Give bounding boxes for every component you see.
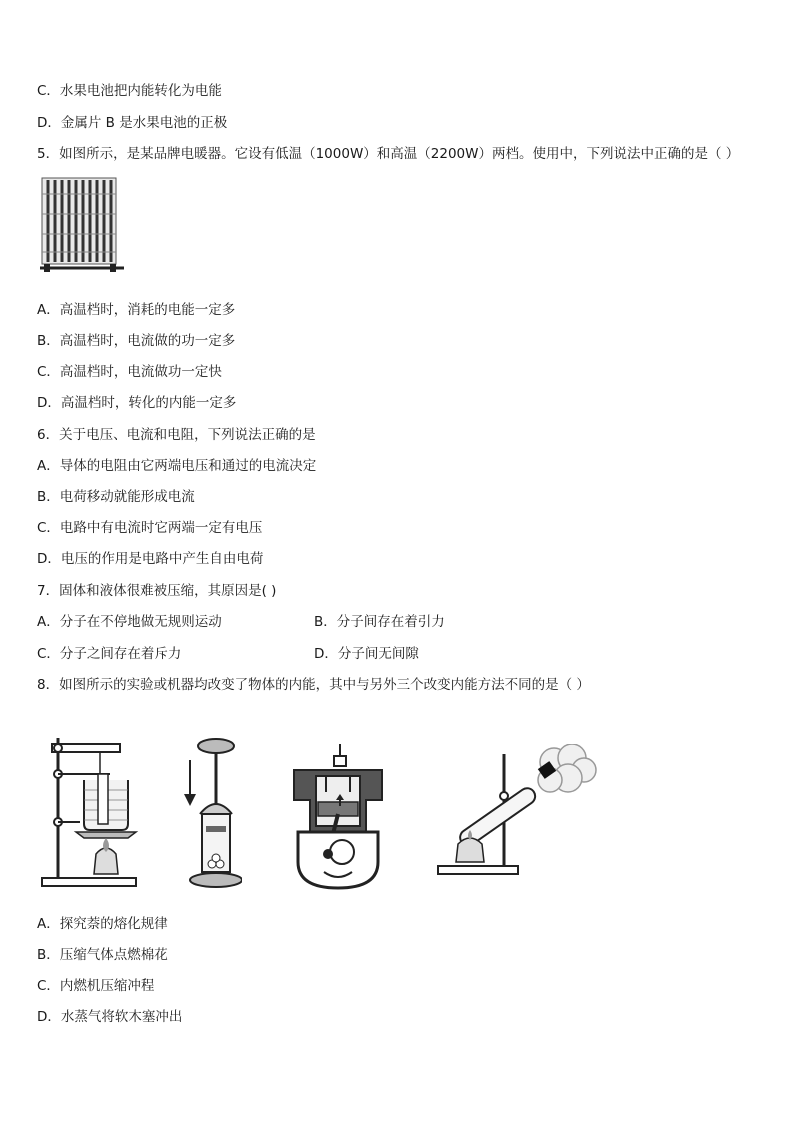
steam-cork-figure [434, 744, 598, 880]
q8-option-a: A．探究萘的熔化规律 [37, 916, 168, 932]
q5-option-d: D．高温档时，转化的内能一定多 [37, 395, 237, 411]
q7-stem: 7．固体和液体很难被压缩，其原因是( ) [37, 583, 277, 599]
q5-option-a: A．高温档时，消耗的电能一定多 [37, 302, 236, 318]
q7-option-a: A．分子在不停地做无规则运动 [37, 614, 222, 630]
q6-option-a: A．导体的电阻由它两端电压和通过的电流决定 [37, 458, 317, 474]
q6-option-b: B．电荷移动就能形成电流 [37, 489, 195, 505]
q7-option-c: C．分子之间存在着斥力 [37, 646, 182, 662]
q4-option-d: D．金属片 B 是水果电池的正极 [37, 115, 228, 131]
q7-option-b: B．分子间存在着引力 [314, 614, 445, 630]
q6-stem: 6．关于电压、电流和电阻，下列说法正确的是 [37, 427, 316, 443]
electric-heater-figure [40, 174, 126, 278]
air-compression-cotton-figure [176, 734, 242, 890]
q7-option-d: D．分子间无间隙 [314, 646, 419, 662]
q8-stem: 8．如图所示的实验或机器均改变了物体的内能，其中与另外三个改变内能方法不同的是（ ） [37, 677, 590, 693]
engine-compression-stroke-figure [290, 742, 386, 890]
q8-option-b: B．压缩气体点燃棉花 [37, 947, 168, 963]
q8-option-c: C．内燃机压缩冲程 [37, 978, 155, 994]
q5-option-c: C．高温档时，电流做功一定快 [37, 364, 222, 380]
naphthalene-melting-figure [40, 734, 140, 890]
q6-option-c: C．电路中有电流时它两端一定有电压 [37, 520, 263, 536]
q5-option-b: B．高温档时，电流做的功一定多 [37, 333, 236, 349]
q4-option-c: C．水果电池把内能转化为电能 [37, 83, 222, 99]
q6-option-d: D．电压的作用是电路中产生自由电荷 [37, 551, 264, 567]
q8-option-d: D．水蒸气将软木塞冲出 [37, 1009, 183, 1025]
q5-stem: 5．如图所示，是某品牌电暖器。它设有低温（1000W）和高温（2200W）两档。使用中，下列说法中正确的是（ ） [37, 146, 740, 162]
